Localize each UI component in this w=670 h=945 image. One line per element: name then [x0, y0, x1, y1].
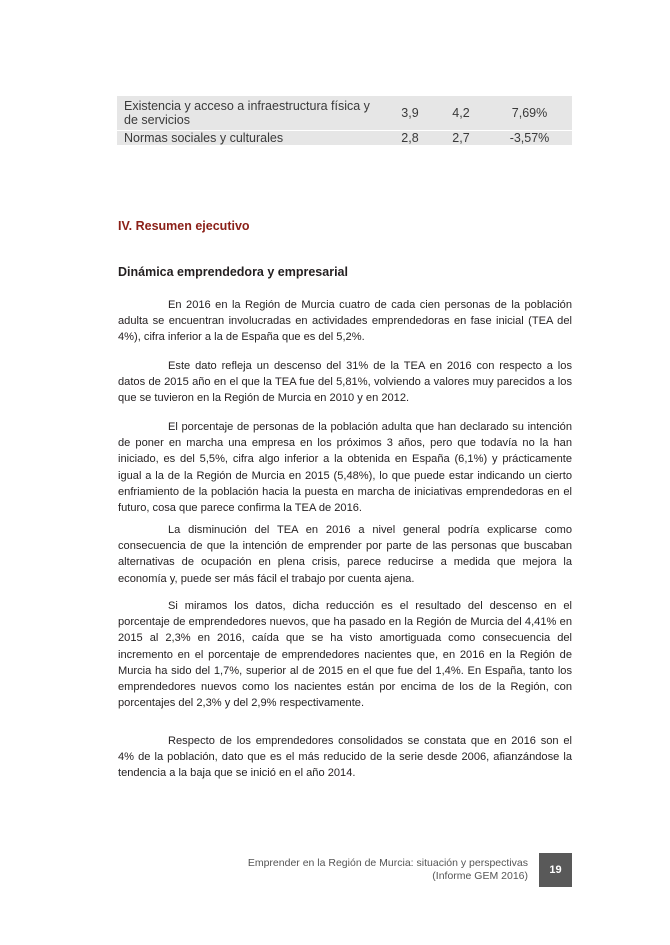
subsection-heading: Dinámica emprendedora y empresarial	[118, 265, 348, 279]
table-cell-value: 2,8	[401, 131, 419, 145]
table-row	[117, 96, 572, 130]
page-footer	[248, 857, 528, 883]
data-table	[117, 96, 572, 145]
body-paragraph: En 2016 en la Región de Murcia cuatro de cada cien personas de la población adulta se encuentran involucradas en actividades emprendedoras en fase inicial (TEA del 4%), cifra inferior a la de España que es del 5,2%.	[118, 299, 572, 344]
page-number: 19	[539, 853, 572, 887]
table-cell-value: 4,2	[452, 106, 470, 120]
table-cell-value: 3,9	[401, 106, 419, 120]
table-cell-change: 7,69%	[511, 106, 548, 120]
body-paragraph: Este dato refleja un descenso del 31% de la TEA en 2016 con respecto a los datos de 2015 año en el que la TEA fue del 5,81%, volviendo a valores muy parecidos a los que se tuvieron en la Región de Murcia en 2010 y en 2012.	[118, 360, 572, 405]
table-cell-label: Normas sociales y culturales	[124, 131, 284, 145]
table-cell-value: 2,7	[452, 131, 470, 145]
body-paragraph: El porcentaje de personas de la población adulta que han declarado su intención de poner en marcha una empresa en los próximos 3 años, pero que todavía no la han iniciado, es del 5,5%, cifra algo inferior a la obtenida en España (6,1%) y prácticamente igual a la de la Región de Murcia en 2015 (5,48%), lo que puede estar indicando un cierto enfriamiento de la población hacia la puesta en marcha de iniciativas emprendedoras en el futuro, cosa que parece confirma la TEA de 2016.	[118, 421, 572, 515]
body-paragraph: La disminución del TEA en 2016 a nivel general podría explicarse como consecuencia de que la intención de emprender por parte de las personas que buscaban alternativas de ocupación en plena crisis, parece reducirse a medida que mejora la economía y, puede ser más fácil el trabajo por cuenta ajena.	[118, 524, 572, 585]
footer-subtitle: (Informe GEM 2016)	[432, 870, 528, 882]
section-heading: IV. Resumen ejecutivo	[118, 219, 250, 233]
table-cell-change: -3,57%	[509, 131, 550, 145]
table-cell-label: Existencia y acceso a infraestructura física y de servicios	[124, 99, 370, 127]
footer-title: Emprender en la Región de Murcia: situación y perspectivas	[247, 857, 528, 869]
body-paragraph: Si miramos los datos, dicha reducción es el resultado del descenso en el porcentaje de emprendedores nuevos, que ha pasado en la Región de Murcia del 4,41% en 2015 al 2,3% en 2016, caída que se ha visto amortiguada como consecuencia del incremento en el porcentaje de emprendedores nacientes que, en 2016 en la Región de Murcia ha sido del 1,7%, superior al de 2015 en el que fue del 1,4%. En España, tanto los emprendedores nuevos como los nacientes están por encima de los de la Región, con porcentajes del 2,3% y del 2,9% respectivamente.	[118, 600, 572, 710]
body-paragraph: Respecto de los emprendedores consolidados se constata que en 2016 son el 4% de la población, dato que es el más reducido de la serie desde 2006, afianzándose la tendencia a la baja que se inició en el año 2014.	[118, 735, 572, 780]
table-row	[117, 130, 572, 145]
